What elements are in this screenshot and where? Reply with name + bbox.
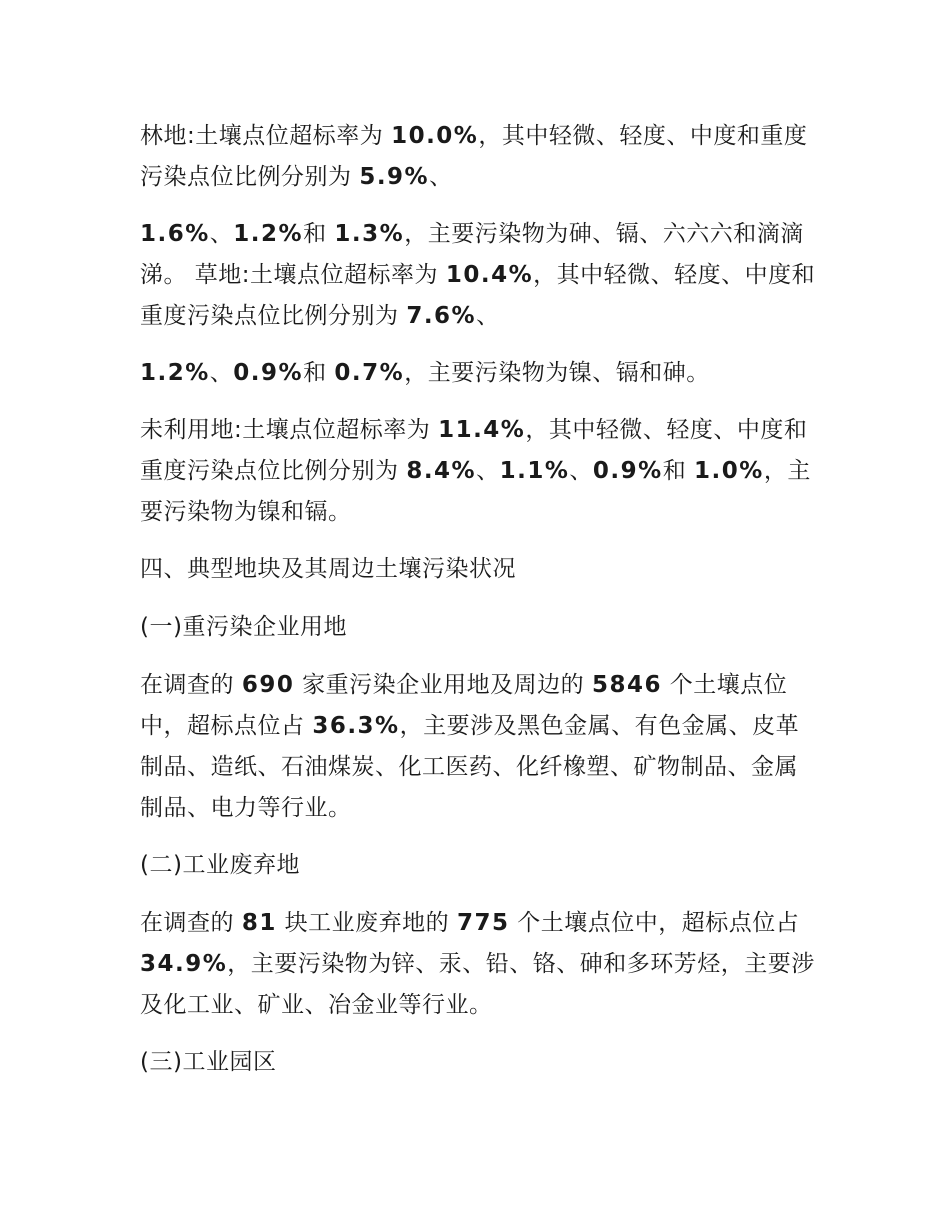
figure-value: 0.9%	[233, 360, 304, 386]
text-run: 四、典型地块及其周边土壤污染状况	[140, 556, 516, 582]
text-run: 和	[303, 221, 335, 247]
text-run: (三)工业园区	[140, 1049, 277, 1075]
figure-value: 690	[241, 672, 295, 698]
text-run: 、	[429, 164, 453, 190]
text-run: 、	[209, 221, 234, 247]
text-run: 、	[209, 360, 234, 386]
text-run: 个土壤点位中，超标点位占	[140, 672, 788, 739]
text-run: 和	[662, 458, 695, 484]
text-run: ，其中轻微、轻度、中度和重度污染点位比例分别为	[140, 417, 808, 484]
figure-value: 1.3%	[334, 221, 405, 247]
section-heading	[140, 549, 820, 590]
text-run: ，其中轻微、轻度、中度和重度污染点位比例分别为	[140, 123, 808, 190]
body-paragraph	[140, 903, 820, 1026]
text-run: 未利用地:土壤点位超标率为	[140, 417, 439, 443]
figure-value: 8.4%	[406, 458, 477, 484]
figure-value: 10.0%	[391, 123, 479, 149]
figure-value: 0.7%	[334, 360, 405, 386]
figure-value: 5.9%	[359, 164, 430, 190]
text-run: 家重污染企业用地及周边的	[294, 672, 592, 698]
figure-value: 0.9%	[592, 458, 663, 484]
figure-value: 10.4%	[445, 262, 534, 288]
text-run: 、	[476, 303, 500, 329]
body-paragraph	[140, 410, 820, 533]
text-run: 、	[569, 458, 593, 484]
text-run: ，主要污染物为砷、镉、六六六和滴滴涕。 草地:土壤点位超标率为	[140, 221, 804, 288]
text-run: 块工业废弃地的	[276, 910, 457, 936]
text-run: (二)工业废弃地	[140, 852, 300, 878]
figure-value: 1.6%	[140, 221, 210, 247]
text-run: ，主要污染物为镍和镉。	[140, 458, 811, 525]
body-paragraph	[140, 353, 820, 394]
figure-value: 775	[456, 910, 510, 936]
body-paragraph	[140, 116, 820, 198]
section-heading	[140, 607, 820, 648]
figure-value: 81	[241, 910, 277, 936]
figure-value: 1.2%	[233, 221, 304, 247]
section-heading	[140, 1042, 820, 1083]
section-heading	[140, 845, 820, 886]
figure-value: 7.6%	[406, 303, 477, 329]
figure-value: 5846	[591, 672, 662, 698]
text-run: 在调查的	[140, 672, 242, 698]
text-run: 在调查的	[140, 910, 242, 936]
document-page	[140, 116, 820, 1100]
text-run: (一)重污染企业用地	[140, 614, 347, 640]
figure-value: 1.0%	[694, 458, 764, 484]
body-paragraph	[140, 665, 820, 829]
figure-value: 1.1%	[499, 458, 570, 484]
text-run: 林地:土壤点位超标率为	[140, 123, 392, 149]
figure-value: 34.9%	[140, 951, 228, 977]
text-run: ，主要涉及黑色金属、有色金属、皮革制品、造纸、石油煤炭、化工医药、化纤橡塑、矿物制品、金属制品、电力等行业。	[140, 713, 800, 821]
text-run: 、	[476, 458, 500, 484]
figure-value: 36.3%	[312, 713, 400, 739]
text-run: ，其中轻微、轻度、中度和重度污染点位比例分别为	[140, 262, 816, 329]
text-run: ，主要污染物为锌、汞、铅、铬、砷和多环芳烃，主要涉及化工业、矿业、冶金业等行业。	[140, 951, 815, 1018]
body-paragraph	[140, 214, 820, 337]
text-run: ，主要污染物为镍、镉和砷。	[404, 360, 710, 386]
text-run: 和	[303, 360, 335, 386]
text-run: 个土壤点位中，超标点位占	[509, 910, 800, 936]
figure-value: 1.2%	[140, 360, 210, 386]
figure-value: 11.4%	[438, 417, 526, 443]
